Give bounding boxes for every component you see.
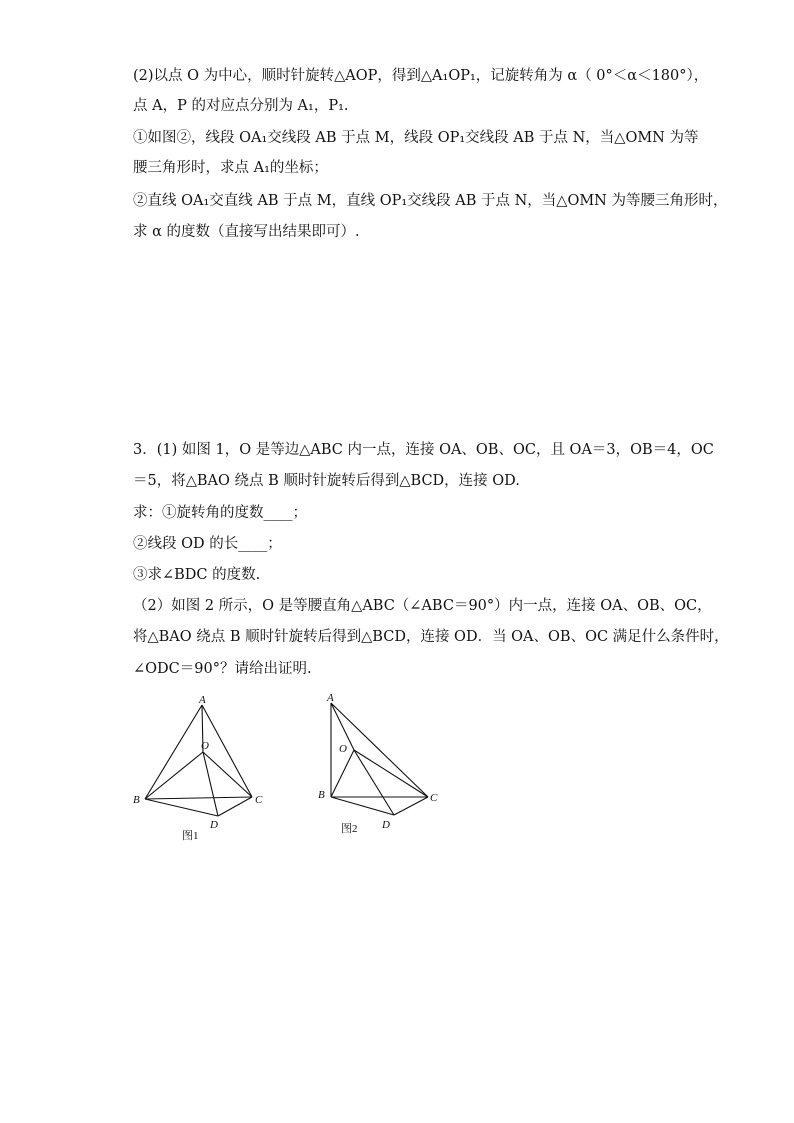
edge-AC [202, 705, 252, 797]
segment-OB [145, 752, 203, 799]
label-D: D [210, 819, 218, 831]
label-O: O [201, 740, 209, 752]
label-O: O [339, 743, 347, 755]
segment-OC [354, 750, 428, 797]
problem3-line-2: ＝5，将△BAO 绕点 B 顺时针旋转后得到△BCD，连接 OD. [133, 473, 520, 489]
segment-BD [145, 799, 218, 816]
figure-1 [125, 690, 285, 850]
segment-CD [394, 797, 428, 815]
problem3-line-1: 3．(1) 如图 1，O 是等边△ABC 内一点，连接 OA、OB、OC，且 OA＝3，OB＝4，OC [133, 442, 714, 458]
figure-2 [310, 685, 450, 845]
edge-AB [145, 705, 202, 799]
label-B: B [318, 789, 325, 801]
label-B: B [133, 794, 140, 806]
part2-line-1: (2)以点 O 为中心，顺时针旋转△AOP，得到△A₁OP₁，记旋转角为 α（ 0°＜α＜180°）， [133, 68, 709, 84]
problem3-line-8: ∠ODC＝90°？请给出证明. [133, 661, 312, 677]
label-D: D [382, 819, 390, 831]
label-A: A [199, 694, 206, 706]
problem3-line-6: （2）如图 2 所示，O 是等腰直角△ABC（∠ABC＝90°）内一点，连接 OA、OB、OC， [133, 598, 712, 614]
segment-OB [331, 750, 354, 797]
label-C: C [255, 794, 263, 806]
problem3-line-4: ②线段 OD 的长____； [133, 536, 282, 552]
segment-OC [203, 752, 252, 797]
segment-CD [218, 797, 252, 816]
part2-line-5: ②直线 OA₁交直线 AB 于点 M，直线 OP₁交线段 AB 于点 N，当△OMN 为等腰三角形时， [133, 193, 728, 209]
problem3-line-3: 求：①旋转角的度数____； [133, 505, 307, 521]
figure-2-caption: 图2 [341, 823, 358, 835]
part2-line-2: 点 A，P 的对应点分别为 A₁，P₁. [133, 98, 349, 114]
label-A: A [327, 692, 334, 704]
edge-BC [145, 797, 252, 799]
problem3-line-7: 将△BAO 绕点 B 顺时针旋转后得到△BCD，连接 OD．当 OA、OB、OC 满足什么条件时， [133, 629, 729, 645]
label-C: C [430, 792, 438, 804]
part2-line-4: 腰三角形时，求点 A₁的坐标； [133, 160, 328, 176]
segment-OD [203, 752, 218, 816]
part2-line-3: ①如图②，线段 OA₁交线段 AB 于点 M，线段 OP₁交线段 AB 于点 N，当△OMN 为等 [133, 130, 699, 146]
part2-line-6: 求 α 的度数（直接写出结果即可）. [133, 224, 360, 240]
figure-1-caption: 图1 [182, 830, 199, 842]
problem3-line-5: ③求∠BDC 的度数. [133, 567, 261, 583]
